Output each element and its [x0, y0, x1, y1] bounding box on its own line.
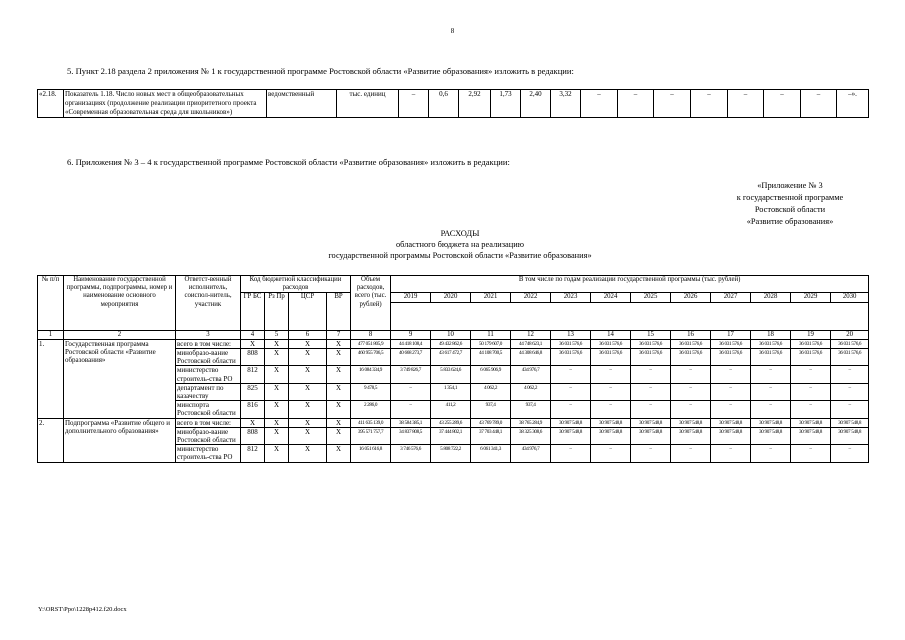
amount-cell: 30 907 548,8	[671, 418, 711, 427]
amount-cell: 30 907 548,8	[551, 418, 591, 427]
appendix-heading	[690, 180, 890, 228]
header-budget-code: Код бюджетной классификации расходов	[241, 276, 351, 293]
amount-cell: –	[671, 401, 711, 418]
indicator-value: –	[691, 90, 728, 118]
amount-cell: –	[631, 383, 671, 400]
header-grbs: ГР БС	[241, 293, 265, 330]
title-line: РАСХОДЫ	[440, 229, 480, 238]
budget-code-cell: X	[265, 445, 289, 462]
column-number: 17	[711, 330, 751, 339]
amount-cell: 30 907 548,8	[751, 418, 791, 427]
column-number: 3	[176, 330, 241, 339]
amount-cell: –	[791, 366, 831, 383]
amount-cell: 36 031 576,6	[831, 339, 869, 348]
indicator-value: –	[728, 90, 764, 118]
amount-cell: 5 833 624,6	[431, 366, 471, 383]
amount-cell: 36 031 576,6	[631, 339, 671, 348]
indicator-table	[37, 89, 869, 118]
column-number: 9	[391, 330, 431, 339]
amount-cell: 6 065 906,9	[471, 366, 511, 383]
appendix-line: к государственной программе	[736, 193, 844, 202]
column-number: 4	[241, 330, 265, 339]
amount-cell: 411,2	[431, 401, 471, 418]
indicator-unit: тыс. единиц	[337, 90, 399, 118]
expenses-table-body	[38, 339, 869, 462]
amount-cell: 49 432 862,6	[431, 339, 471, 348]
document-title	[215, 228, 705, 261]
budget-code-cell: X	[327, 339, 351, 348]
indicator-value: –	[581, 90, 618, 118]
amount-cell: –	[551, 401, 591, 418]
amount-cell: 43 769 789,0	[471, 418, 511, 427]
amount-cell: –	[671, 383, 711, 400]
amount-cell: 36 031 576,6	[711, 349, 751, 366]
amount-cell: 36 031 576,6	[791, 349, 831, 366]
amount-cell: 16 084 334,9	[351, 366, 391, 383]
amount-cell: 6 061 341,3	[471, 445, 511, 462]
amount-cell: –	[831, 383, 869, 400]
amount-cell: 36 031 576,6	[671, 339, 711, 348]
amount-cell: –	[591, 383, 631, 400]
amount-cell: 30 907 548,8	[751, 427, 791, 444]
amount-cell: 36 031 576,6	[751, 339, 791, 348]
amount-cell: 43 255 289,6	[431, 418, 471, 427]
indicator-value: –	[801, 90, 837, 118]
amount-cell: 30 907 548,8	[831, 418, 869, 427]
amount-cell: –	[391, 383, 431, 400]
amount-cell: –	[591, 366, 631, 383]
amount-cell: –	[831, 401, 869, 418]
header-year: 2026	[671, 293, 711, 302]
amount-cell: –	[671, 366, 711, 383]
header-by-years: В том числе по годам реализации государственной программы (тыс. рублей)	[391, 276, 869, 293]
executor: департамент по казачеству	[176, 383, 241, 400]
amount-cell: –	[631, 401, 671, 418]
column-number: 2	[64, 330, 176, 339]
header-year: 2029	[791, 293, 831, 302]
amount-cell: –	[591, 445, 631, 462]
budget-code-cell: X	[289, 427, 327, 444]
budget-code-cell: 808	[241, 349, 265, 366]
indicator-type: ведомственный	[267, 90, 337, 118]
header-name: Наименование государственной программы, подпрограммы, номер и наименование основного мероприятия	[64, 276, 176, 331]
amount-cell: 30 907 548,8	[631, 427, 671, 444]
header-year: 2027	[711, 293, 751, 302]
column-number: 12	[511, 330, 551, 339]
amount-cell: 30 907 548,8	[711, 418, 751, 427]
budget-code-cell: X	[289, 366, 327, 383]
header-year: 2028	[751, 293, 791, 302]
amount-cell: 36 031 576,6	[791, 339, 831, 348]
amount-cell: 36 031 576,6	[591, 349, 631, 366]
indicator-value: 2,40	[521, 90, 551, 118]
amount-cell: –	[631, 445, 671, 462]
header-year: 2030	[831, 293, 869, 302]
amount-cell: –	[791, 401, 831, 418]
budget-code-cell: X	[265, 418, 289, 427]
budget-code-cell: X	[289, 401, 327, 418]
executor: минспорта Ростовской области	[176, 401, 241, 418]
column-number: 5	[265, 330, 289, 339]
indicator-value: 1,73	[491, 90, 521, 118]
amount-cell: 937,4	[471, 401, 511, 418]
indicator-value: 3,32	[551, 90, 581, 118]
header-vr: ВР	[327, 293, 351, 330]
amount-cell: –	[551, 445, 591, 462]
budget-code-cell: X	[327, 349, 351, 366]
amount-cell: 37 444 802,1	[431, 427, 471, 444]
amount-cell: 395 571 757,7	[351, 427, 391, 444]
amount-cell: 9 478,5	[351, 383, 391, 400]
amount-cell: –	[711, 383, 751, 400]
budget-code-cell: X	[265, 383, 289, 400]
amount-cell: 30 907 548,8	[711, 427, 751, 444]
executor: минобразо-вание Ростовской области	[176, 349, 241, 366]
column-number: 13	[551, 330, 591, 339]
indicator-value: –	[399, 90, 429, 118]
file-path: Y:\ORST\Ppo\1228p412.f20.docx	[38, 606, 127, 613]
header-csr: ЦСР	[289, 293, 327, 330]
column-number: 18	[751, 330, 791, 339]
amount-cell: –	[551, 383, 591, 400]
budget-code-cell: X	[265, 366, 289, 383]
amount-cell: 30 907 548,8	[591, 418, 631, 427]
column-number: 10	[431, 330, 471, 339]
amount-cell: 30 907 548,8	[591, 427, 631, 444]
amount-cell: 4 062,2	[471, 383, 511, 400]
amount-cell: 3 746 576,6	[391, 445, 431, 462]
title-line: областного бюджета на реализацию	[395, 240, 524, 249]
budget-code-cell: X	[289, 339, 327, 348]
amount-cell: –	[551, 366, 591, 383]
amount-cell: 477 051 805,9	[351, 339, 391, 348]
header-year: 2024	[591, 293, 631, 302]
amount-cell: 36 031 576,6	[751, 349, 791, 366]
amount-cell: 36 031 576,6	[711, 339, 751, 348]
column-number: 15	[631, 330, 671, 339]
appendix-line: «Приложение № 3	[757, 181, 823, 190]
column-number: 6	[289, 330, 327, 339]
budget-code-cell: X	[289, 418, 327, 427]
row-number: 1.	[38, 339, 64, 418]
amount-cell: 50 179 607,0	[471, 339, 511, 348]
amount-cell: 30 907 548,8	[831, 427, 869, 444]
amount-cell: 5 808 722,2	[431, 445, 471, 462]
amount-cell: –	[791, 383, 831, 400]
budget-code-cell: 808	[241, 427, 265, 444]
budget-code-cell: X	[327, 401, 351, 418]
expenses-table-header	[38, 276, 869, 340]
amount-cell: 36 031 576,6	[551, 349, 591, 366]
budget-code-cell: X	[265, 339, 289, 348]
budget-code-cell: X	[327, 418, 351, 427]
budget-code-cell: X	[265, 427, 289, 444]
column-number: 7	[327, 330, 351, 339]
amount-cell: 434 976,7	[511, 366, 551, 383]
column-numbers-row	[38, 330, 869, 339]
paragraph-5: 5. Пункт 2.18 раздела 2 приложения № 1 к государственной программе Ростовской области «Развитие образования» изложить в редакции:	[67, 66, 574, 76]
amount-cell: 36 031 576,6	[551, 339, 591, 348]
column-number: 19	[791, 330, 831, 339]
executor: министерство строитель-ства РО	[176, 445, 241, 462]
indicator-value: 0,6	[429, 90, 459, 118]
amount-cell: 30 907 548,8	[631, 418, 671, 427]
executor: всего в том числе:	[176, 418, 241, 427]
amount-cell: –	[591, 401, 631, 418]
amount-cell: 38 325 308,6	[511, 427, 551, 444]
appendix-line: «Развитие образования»	[746, 217, 834, 226]
amount-cell: 460 955 706,5	[351, 349, 391, 366]
header-year: 2020	[431, 293, 471, 302]
indicator-num: «2.18.	[38, 90, 64, 118]
amount-cell: 36 031 576,6	[671, 349, 711, 366]
amount-cell: 44 748 623,1	[511, 339, 551, 348]
indicator-value: –	[618, 90, 654, 118]
budget-code-cell: X	[241, 418, 265, 427]
amount-cell: 30 907 548,8	[671, 427, 711, 444]
header-year: 2021	[471, 293, 511, 302]
amount-cell: 411 635 139,0	[351, 418, 391, 427]
header-year: 2023	[551, 293, 591, 302]
budget-code-cell: X	[289, 349, 327, 366]
amount-cell: 36 031 576,6	[831, 349, 869, 366]
budget-code-cell: X	[327, 366, 351, 383]
amount-cell: –	[751, 366, 791, 383]
amount-cell: –	[791, 445, 831, 462]
program-name: Государственная программа Ростовской области «Развитие образования»	[64, 339, 176, 418]
amount-cell: 30 907 548,8	[791, 418, 831, 427]
column-number: 8	[351, 330, 391, 339]
amount-cell: –	[391, 401, 431, 418]
budget-code-cell: 812	[241, 445, 265, 462]
amount-cell: 30 907 548,8	[551, 427, 591, 444]
column-number: 20	[831, 330, 869, 339]
amount-cell: –	[711, 445, 751, 462]
amount-cell: –	[751, 383, 791, 400]
amount-cell: 34 837 808,5	[391, 427, 431, 444]
amount-cell: 937,4	[511, 401, 551, 418]
budget-code-cell: X	[265, 349, 289, 366]
indicator-value: –	[654, 90, 691, 118]
budget-code-cell: X	[327, 383, 351, 400]
expenses-table	[37, 275, 869, 463]
amount-cell: –	[831, 445, 869, 462]
amount-cell: 37 703 448,1	[471, 427, 511, 444]
budget-code-cell: 825	[241, 383, 265, 400]
budget-code-cell: X	[241, 339, 265, 348]
column-number: 1	[38, 330, 64, 339]
amount-cell: 30 907 548,8	[791, 427, 831, 444]
indicator-value: –».	[837, 90, 869, 118]
budget-code-cell: 816	[241, 401, 265, 418]
amount-cell: 38 584 385,1	[391, 418, 431, 427]
budget-code-cell: X	[327, 445, 351, 462]
column-number: 11	[471, 330, 511, 339]
budget-code-cell: X	[327, 427, 351, 444]
budget-code-cell: X	[289, 445, 327, 462]
budget-code-cell: X	[265, 401, 289, 418]
amount-cell: 40 668 273,7	[391, 349, 431, 366]
executor: всего в том числе:	[176, 339, 241, 348]
amount-cell: 36 031 576,6	[631, 349, 671, 366]
header-num: № п/п	[38, 276, 64, 331]
column-number: 14	[591, 330, 631, 339]
indicator-row-2-18	[38, 90, 869, 118]
amount-cell: –	[631, 366, 671, 383]
amount-cell: 3 749 826,7	[391, 366, 431, 383]
budget-code-cell: X	[289, 383, 327, 400]
amount-cell: 4 062,2	[511, 383, 551, 400]
amount-cell: –	[711, 401, 751, 418]
indicator-name: Показатель 1.18. Число новых мест в общеобразовательных организациях (продолжение реализации приоритетного проекта «Современная образовательная среда для школьников»)	[64, 90, 267, 118]
header-year: 2025	[631, 293, 671, 302]
amount-cell: –	[751, 445, 791, 462]
indicator-value: 2,92	[459, 90, 491, 118]
amount-cell: 44 108 700,5	[471, 349, 511, 366]
header-rzpr: Рз Пр	[265, 293, 289, 330]
page-number: 8	[450, 27, 455, 35]
indicator-value: –	[764, 90, 801, 118]
executor: министерство строитель-ства РО	[176, 366, 241, 383]
header-year-spacer	[391, 302, 869, 330]
amount-cell: 16 051 616,8	[351, 445, 391, 462]
amount-cell: 434 976,7	[511, 445, 551, 462]
table-row	[38, 339, 869, 348]
amount-cell: 1 354,1	[431, 383, 471, 400]
table-row	[38, 418, 869, 427]
amount-cell: –	[711, 366, 751, 383]
title-line: государственной программы Ростовской области «Развитие образования»	[328, 251, 592, 260]
amount-cell: 36 031 576,6	[591, 339, 631, 348]
budget-code-cell: 812	[241, 366, 265, 383]
paragraph-6: 6. Приложения № 3 – 4 к государственной программе Ростовской области «Развитие образования» изложить в редакции:	[67, 157, 510, 167]
amount-cell: 44 418 108,4	[391, 339, 431, 348]
header-year: 2019	[391, 293, 431, 302]
amount-cell: 44 308 646,8	[511, 349, 551, 366]
amount-cell: –	[831, 366, 869, 383]
column-number: 16	[671, 330, 711, 339]
executor: минобразо-вание Ростовской области	[176, 427, 241, 444]
amount-cell: –	[671, 445, 711, 462]
amount-cell: 2 286,0	[351, 401, 391, 418]
header-year: 2022	[511, 293, 551, 302]
row-number: 2.	[38, 418, 64, 462]
amount-cell: 43 617 472,7	[431, 349, 471, 366]
amount-cell: 38 765 284,9	[511, 418, 551, 427]
amount-cell: –	[751, 401, 791, 418]
program-name: Подпрограмма «Развитие общего и дополнительного образования»	[64, 418, 176, 462]
header-executor: Ответст-венный исполнитель, соиспол-нитель, участник	[176, 276, 241, 331]
appendix-line: Ростовской области	[754, 205, 826, 214]
header-volume: Объем расходов, всего (тыс. рублей)	[351, 276, 391, 331]
